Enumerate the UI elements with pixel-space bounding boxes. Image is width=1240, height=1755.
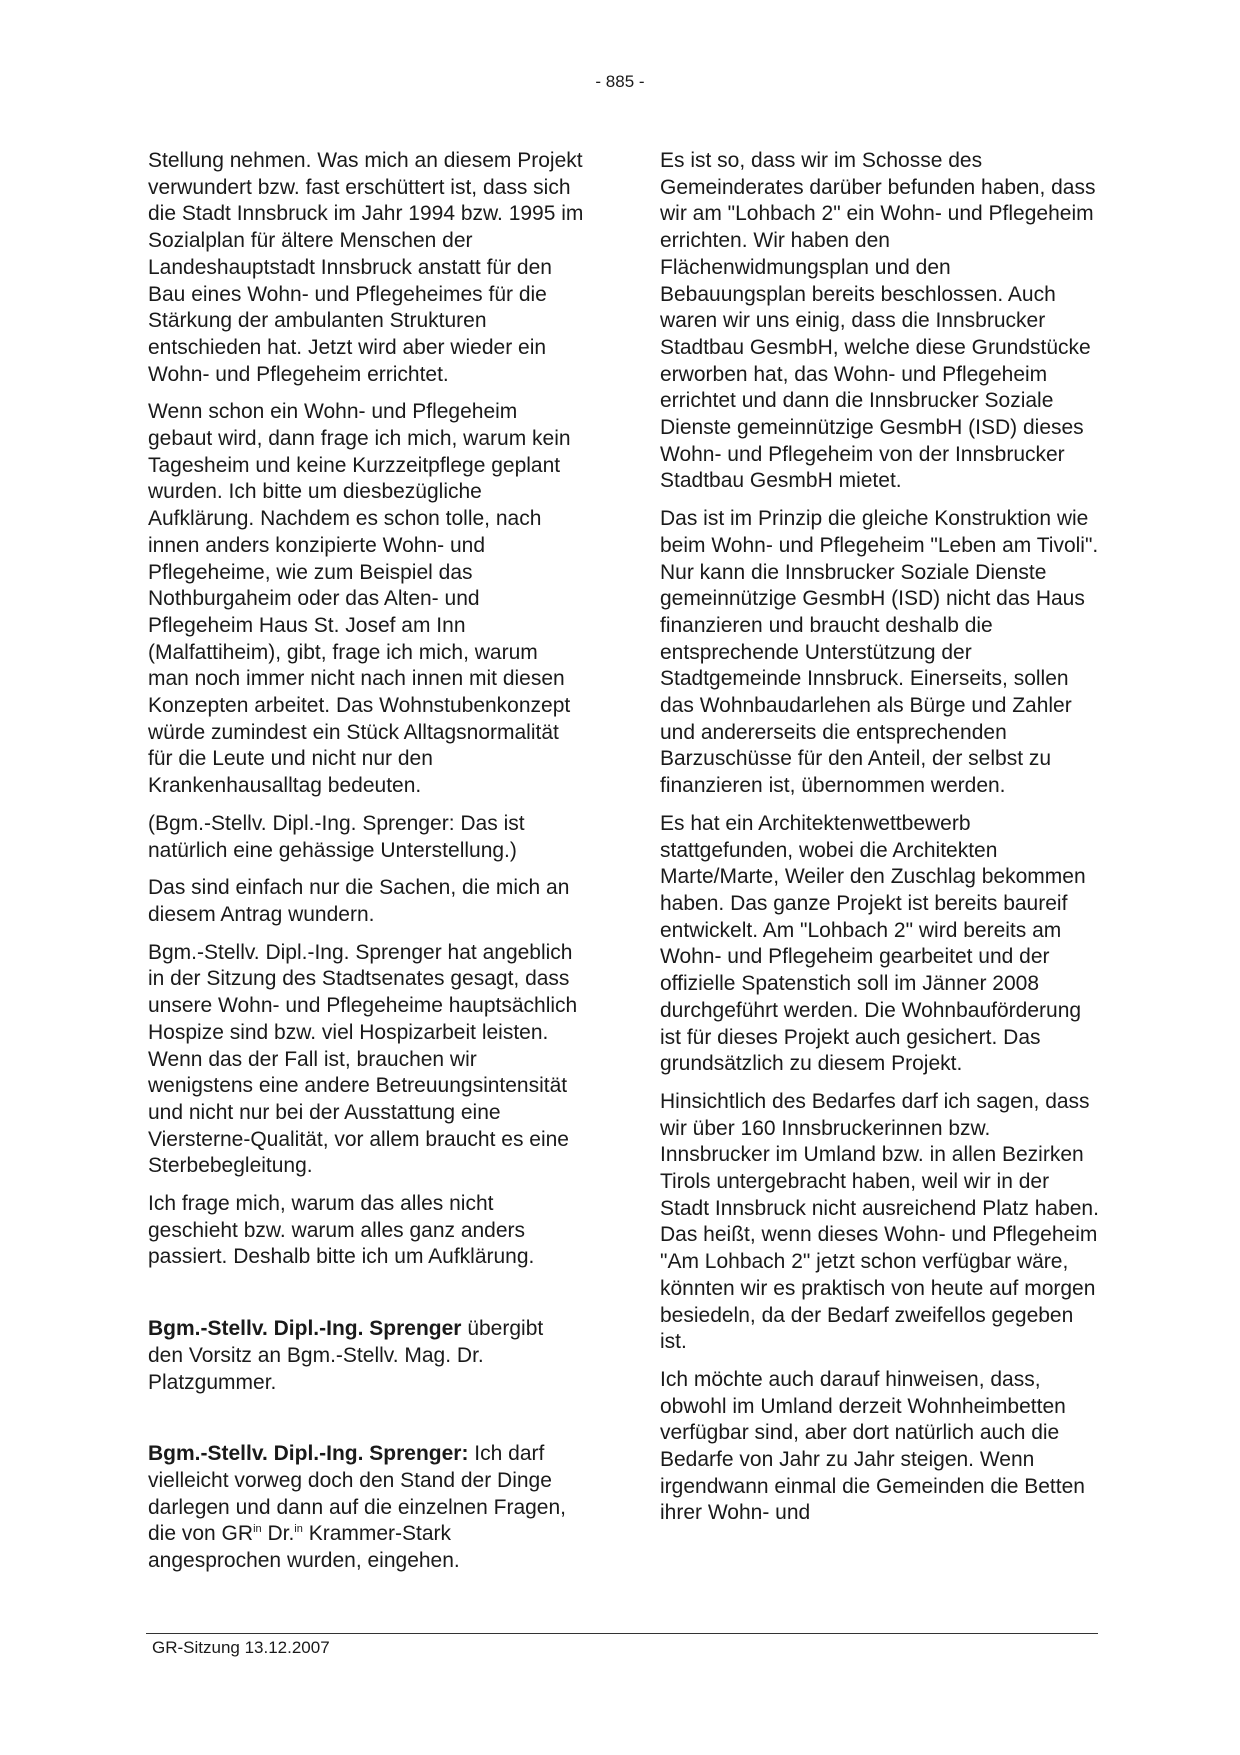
footer-divider (146, 1633, 1098, 1634)
paragraph: Das sind einfach nur die Sachen, die mich an diesem Antrag wundern. (148, 876, 570, 926)
superscript: in (253, 1523, 262, 1536)
interjection: (Bgm.-Stellv. Dipl.-Ing. Sprenger: Das ist natürlich eine gehässige Unterstellung.) (148, 811, 525, 862)
paragraph-text: Dr. (261, 1522, 295, 1546)
paragraph: Ich frage mich, warum das alles nicht geschieht bzw. warum alles ganz anders passiert. Deshalb bitte ich um Aufklärung. (148, 1192, 535, 1269)
paragraph: Hinsichtlich des Bedarfes darf ich sagen, dass wir über 160 Innsbruckerinnen bzw. Innsbrucker im Umland bzw. in allen Bezirken Tirols untergebracht haben, weil wir in der Stadt Innsbruck nicht ausreichend Platz haben. Das heißt, wenn dieses Wohn- und Pflegeheim "Am Lohbach 2" jetzt schon verfügbar wäre, könnten wir es praktisch von heute auf morgen besiedeln, da der Bedarf zweifellos gegeben ist. (660, 1089, 1099, 1354)
paragraph-text: Ich darf vielleicht vorweg doch den Stand der Dinge darlegen und dann auf die einzelnen Fragen, die von GR (148, 1442, 566, 1546)
paragraph: Es ist so, dass wir im Schosse des Gemeinderates darüber befunden haben, dass wir am "Lohbach 2" ein Wohn- und Pflegeheim errichten. Wir haben den Flächenwidmungsplan und den Bebauungsplan bereits beschlossen. Auch waren wir uns einig, dass die Innsbrucker Stadtbau GesmbH, welche diese Grundstücke erworben hat, das Wohn- und Pflegeheim errichtet und dann die Innsbrucker Soziale Dienste gemeinnützige GesmbH (ISD) dieses Wohn- und Pflegeheim von der Innsbrucker Stadtbau GesmbH mietet. (660, 149, 1096, 493)
right-column (660, 148, 1100, 1538)
speaker-name: Bgm.-Stellv. Dipl.-Ing. Sprenger: (148, 1442, 469, 1466)
paragraph: Das ist im Prinzip die gleiche Konstruktion wie beim Wohn- und Pflegeheim "Leben am Tivoli". Nur kann die Innsbrucker Soziale Dienste gemeinnützige GesmbH (ISD) nicht das Haus finanzieren und braucht deshalb die entsprechende Unterstützung der Stadtgemeinde Innsbruck. Einerseits, sollen das Wohnbaudarlehen als Bürge und Zahler und andererseits die entsprechenden Barzuschüsse für den Anteil, der selbst zu finanzieren ist, übernommen werden. (660, 507, 1099, 798)
paragraph: Es hat ein Architektenwettbewerb stattgefunden, wobei die Architekten Marte/Marte, Weiler den Zuschlag bekommen haben. Das ganze Projekt ist bereits baureif entwickelt. Am "Lohbach 2" wird bereits am Wohn- und Pflegeheim gearbeitet und der offizielle Spatenstich soll im Jänner 2008 durchgeführt werden. Die Wohnbauförderung ist für dieses Projekt auch gesichert. Das grundsätzlich zu diesem Projekt. (660, 811, 1086, 1076)
paragraph: Bgm.-Stellv. Dipl.-Ing. Sprenger hat angeblich in der Sitzung des Stadtsenates gesagt, dass unsere Wohn- und Pflegeheime hauptsächlich Hospize sind bzw. viel Hospizarbeit leisten. Wenn das der Fall ist, brauchen wir wenigstens eine andere Betreuungsintensität und nicht nur bei der Ausstattung eine Viersterne-Qualität, vor allem braucht es eine Sterbebegleitung. (148, 940, 578, 1178)
paragraph-text: übergibt den Vorsitz an Bgm.-Stellv. Mag. Dr. Platzgummer. (148, 1317, 544, 1394)
footer-session-date: GR-Sitzung 13.12.2007 (152, 1638, 330, 1657)
paragraph: Stellung nehmen. Was mich an diesem Projekt verwundert bzw. fast erschüttert ist, dass sich die Stadt Innsbruck im Jahr 1994 bzw. 1995 im Sozialplan für ältere Menschen der Landeshauptstadt Innsbruck anstatt für den Bau eines Wohn- und Pflegeheimes für die Stärkung der ambulanten Strukturen entschieden hat. Jetzt wird aber wieder ein Wohn- und Pflegeheim errichtet. (148, 149, 584, 386)
left-column (148, 148, 584, 1586)
speaker-name: Bgm.-Stellv. Dipl.-Ing. Sprenger (148, 1317, 462, 1341)
superscript: in (294, 1523, 303, 1536)
chair-handover (148, 1316, 584, 1396)
paragraph: Ich möchte auch darauf hinweisen, dass, obwohl im Umland derzeit Wohnheimbetten verfügbar sind, aber dort natürlich auch die Bedarfe von Jahr zu Jahr steigen. Wenn irgendwann einmal die Gemeinden die Betten ihrer Wohn- und (660, 1367, 1085, 1525)
page-number: - 885 - (595, 72, 645, 91)
speech-start (148, 1441, 584, 1575)
paragraph: Wenn schon ein Wohn- und Pflegeheim gebaut wird, dann frage ich mich, warum kein Tagesheim und keine Kurzzeitpflege geplant wurden. Ich bitte um diesbezügliche Aufklärung. Nachdem es schon tolle, nach innen anders konzipierte Wohn- und Pflegeheime, wie zum Beispiel das Nothburgaheim oder das Alten- und Pflegeheim Haus St. Josef am Inn (Malfattiheim), gibt, frage ich mich, warum man noch immer nicht nach innen mit diesen Konzepten arbeitet. Das Wohnstubenkonzept würde zumindest ein Stück Alltagsnormalität für die Leute und nicht nur den Krankenhausalltag bedeuten. (148, 400, 571, 798)
paragraph-text: Krammer-Stark angesprochen wurden, eingehen. (148, 1522, 460, 1573)
